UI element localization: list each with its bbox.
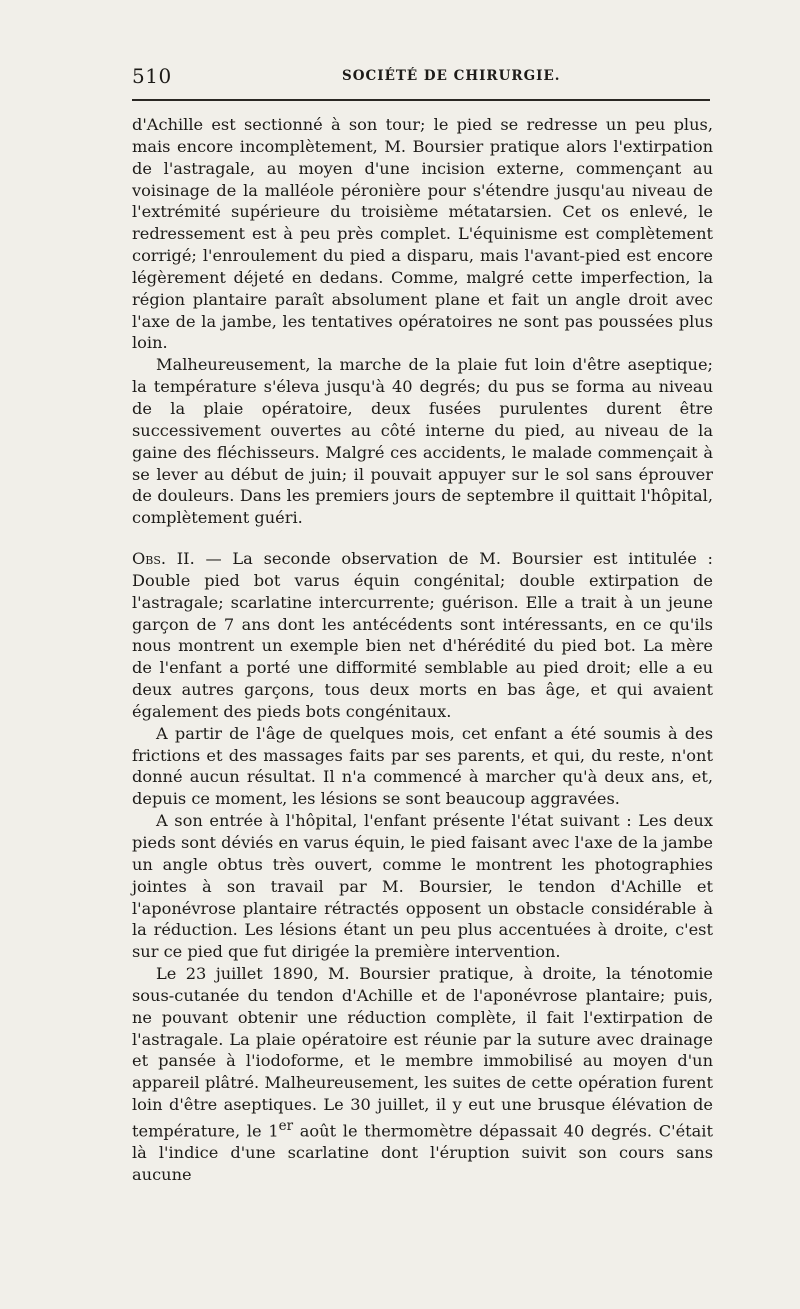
page-number: 510 <box>132 64 172 88</box>
paragraph-text: août le thermomètre dépassait 40 degrés. C'était là l'indice d'une scarlatine dont l'éruption suivit son cours sans aucune <box>132 1121 713 1185</box>
observation-paragraph <box>132 548 713 723</box>
running-head: SOCIÉTÉ DE CHIRURGIE. <box>342 68 561 84</box>
paragraph: Malheureusement, la marche de la plaie fut loin d'être aseptique; la température s'éleva jusqu'à 40 degrés; du pus se forma au niveau de la plaie opératoire, deux fusées purulentes durent être successivement ouvertes au côté interne du pied, au niveau de la gaine des fléchisseurs. Malgré ces accidents, le malade commençait à se lever au début de juin; il pouvait appuyer sur le sol sans éprouver de douleurs. Dans les premiers jours de septembre il quittait l'hôpital, complètement guéri. <box>132 355 713 528</box>
observation-text: — La seconde observation de M. Boursier est intitulée : Double pied bot varus équin congénital; double extirpation de l'astragale; scarlatine intercurrente; guérison. Elle a trait à un jeune garçon de 7 ans dont les antécédents sont intéressants, en ce qu'ils nous montrent un exemple bien net d'hérédité du pied bot. La mère de l'enfant a porté une difformité semblable au pied droit; elle a eu deux autres garçons, tous deux morts en bas âge, et qui avaient également des pieds bots congénitaux. <box>132 549 713 721</box>
paragraph-text: Le 23 juillet 1890, M. Boursier pratique, à droite, la ténotomie sous-cutanée du tendon d'Achille et de l'aponévrose plantaire; puis, ne pouvant obtenir une réduction complète, il fait l'extirpation de l'astragale. La plaie opératoire est réunie par la suture avec drainage et pansée à l'iodoforme, et le membre immobilisé au moyen d'un appareil plâtré. Malheureusement, les suites de cette opération furent loin d'être aseptiques. Le 30 juillet, il y eut une brusque élévation de température, le 1 <box>132 964 713 1141</box>
paragraph: A partir de l'âge de quelques mois, cet enfant a été soumis à des frictions et des massages faits par ses parents, et qui, du reste, n'ont donné aucun résultat. Il n'a commencé à marcher qu'à deux ans, et, depuis ce moment, les lésions se sont beaucoup aggravées. <box>132 723 713 809</box>
body-text <box>132 114 713 1186</box>
paragraph: A son entrée à l'hôpital, l'enfant présente l'état suivant : Les deux pieds sont déviés en varus équin, le pied faisant avec l'axe de la jambe un angle obtus très ouvert, comme le montrent les photographies jointes à son travail par M. Boursier, le tendon d'Achille et l'aponévrose plantaire rétractés opposent un obstacle considérable à la réduction. Les lésions étant un peu plus accentuées à droite, c'est sur ce pied que fut dirigée la première intervention. <box>132 811 713 962</box>
paragraph <box>132 963 713 1186</box>
ordinal-superscript: er <box>278 1117 294 1134</box>
paragraph: d'Achille est sectionné à son tour; le pied se redresse un peu plus, mais encore incomplètement, M. Boursier pratique alors l'extirpation de l'astragale, au moyen d'une incision externe, commençant au voisinage de la malléole péronière pour s'étendre jusqu'au niveau de l'extrémité supérieure du troisième métatarsien. Cet os enlevé, le redressement est à peu près complet. L'équinisme est complètement corrigé; l'enroulement du pied a disparu, mais l'avant-pied est encore légèrement déjeté en dedans. Comme, malgré cette imperfection, la région plantaire paraît absolument plane et fait un angle droit avec l'axe de la jambe, les tentatives opératoires ne sont pas poussées plus loin. <box>132 115 713 353</box>
observation-label: Obs. II. <box>132 549 195 569</box>
header-rule <box>132 99 710 101</box>
page-header <box>132 58 710 98</box>
